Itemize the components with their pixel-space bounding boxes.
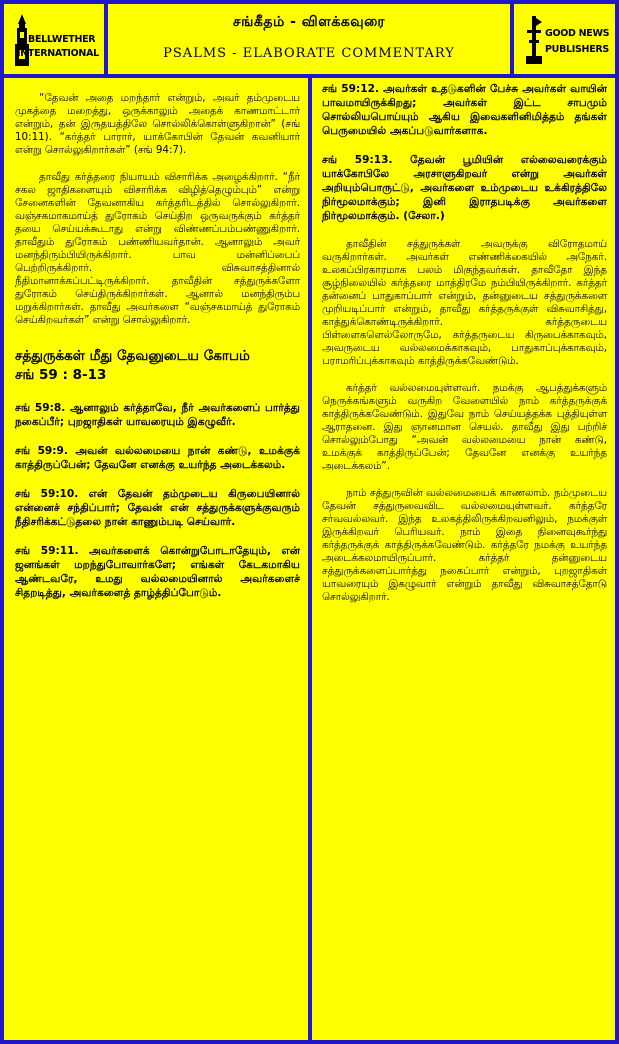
logo-right-line2: PUBLISHERS: [545, 44, 609, 55]
right-column: [312, 78, 615, 1040]
verse-59-12: சங் 59:12. அவர்கள் உதடுகளின் பேச்சு அவர்கள் வாயின் பாவமாயிருக்கிறது; அவர்கள் இட்ட சாபமும் சொல்லியபொய்யும் ஆகிய இவைகளினிமித்தம் தங்கள் பெருமையில் அகப்படுவார்களாக.: [322, 83, 607, 137]
paragraph-judgement: தாவீது கர்த்தரை நியாயம் விசாரிக்க அழைக்கிறார். “நீர் சகல ஜாதிகளையும் விசாரிக்க விழித்தெழும்பும்” என்று சேனைகளின் தேவனாகிய கர்த்தரிடத்தில் சொல்லுகிறார். வஞ்சகமாகமாய்த் துரோகம் செய்திற ஒருவருக்கும் கர்த்தர் தயை செய்யக்கூடாது என்று விண்ணப்பம்பண்ணுகிறார். தாவீதும் துரோகம் பண்ணியவர்தான். ஆனாலும் அவர் மனந்திரும்பியிருக்கிறார். பாவ மன்னிப்பைப் பெற்றிருக்கிறார். விசுவாசத்தினால் நீதிமானாக்கப்பட்டிருக்கிறார். தாவீதின் சத்துருக்களோ துரோகம் செய்திருக்கிறார்கள். ஆனால் மனந்திரும்ப மறுக்கிறார்கள். தாவீது அவர்களை “வஞ்சகமாய்த் துரோகம் செய்கிறவர்கள்” என்று சொல்லுகிறார்.: [15, 171, 300, 326]
page-title: சங்கீதம் - விளக்கவுரை: [232, 14, 386, 30]
verse-59-8: சங் 59:8. ஆனாலும் கர்த்தாவே, நீர் அவர்களைப் பார்த்து நகைப்பீர்; புறஜாதிகள் யாவரையும் இகழுவீர்.: [15, 402, 300, 428]
bellwether-logo: [4, 4, 104, 74]
verse-59-9: சங் 59:9. அவன் வல்லமையை நான் கண்டு, உமக்குக் காத்திருப்பேன்; தேவனே எனக்கு உயர்ந்த அடைக்கலம்.: [15, 445, 300, 471]
news-mast-logo-icon: [526, 16, 542, 64]
good-news-logo: [514, 4, 615, 74]
section-heading: [15, 347, 300, 385]
paragraph-refuge: நாம் சத்துருவின் வல்லமையைக் காணலாம். நம்முடைய தேவன் சத்துருவைவிட வல்லமையுள்ளவர். கர்த்தரே சர்வவல்லவர். இந்த உலகத்திலிருக்கிறவனிலும், நமக்குள் இருக்கிறவர் பெரியவர். நாம் இதை நினைவுகூர்ந்து கர்த்தருக்குக் காத்திருக்கவேண்டும். கர்த்தரே நமக்கு உயர்ந்த அடைக்கலமாயிருப்பார். கர்த்தர் தன்னுடைய சத்துருக்களைப்பார்த்து நகைப்பார் என்றும், புறஜாதிகள் யாவரையும் இகழுவார் என்றும் தாவீது விசுவாசத்தோடு சொல்லுகிறார்.: [322, 487, 607, 603]
paragraph-quote: “தேவன் அதை மறந்தார் என்றும், அவர் தம்முடைய முகத்தை மறைத்து, ஒருக்காலும் அதைக் காணமாட்டார் என்றும், தன் இருதயத்திலே சொல்லிக்கொள்ளுகிறான்” (சங் 10:11). “கர்த்தர் பாரார், யாக்கோபின் தேவன் கவனியார் என்று சொல்லுகிறார்கள்” (சங் 94:7).: [15, 92, 300, 156]
logo-left-line2: INTERNATIONAL: [17, 48, 99, 59]
section-reference: சங் 59 : 8-13: [15, 367, 107, 383]
paragraph-enemies: தாவீதின் சத்துருக்கள் அவருக்கு விரோதமாய் வருகிறார்கள். அவர்கள் எண்ணிக்கையில் அநேகர். உலகப்பிரகாரமாக பலம் மிகுந்தவர்கள். தாவீதோ இந்த சூழ்நிலையில் கர்த்தரை மாத்திரமே நம்பியிருக்கிறார். கர்த்தர் தன்னைப் பாதுகாப்பார் என்றும், தன்னுடைய சத்துருக்களை முறியடிப்பார் என்றும், தாவீது கர்த்தருக்குள் விசுவாசித்து, காத்துக்கொண்டிருக்கிறார். கர்த்தருடைய பிள்ளைகளெல்லோருமே, கர்த்தருடைய கிருபைக்காகவும், அவருடைய வல்லமைக்காகவும், பாதுகாப்புக்காகவும், பராமரிப்புக்காகவும் காத்திருக்கவேண்டும்.: [322, 238, 607, 367]
left-column: [4, 78, 308, 1040]
page-subtitle: PSALMS - ELABORATE COMMENTARY: [163, 46, 455, 61]
paragraph-power: கர்த்தர் வல்லமையுள்ளவர். நமக்கு ஆபத்துக்களும் நெருக்கங்களும் வருகிற வேளையில் நாம் கர்த்தருக்குக் காத்திருக்கவேண்டும். இதுவே நாம் செய்யத்தக்க புத்தியுள்ள ஆராதனை. இது ஞானமான செயல். தாவீது இது பற்றிச் சொல்லும்போது “அவன் வல்லமையை நான் கண்டு, உமக்குக் காத்திருப்பேன்; தேவனே எனக்கு உயர்ந்த அடைக்கலம்”.: [322, 382, 607, 472]
logo-right-line1: GOOD NEWS: [545, 28, 610, 39]
section-title: சத்துருக்கள் மீது தேவனுடைய கோபம்: [15, 348, 250, 364]
page-header: [108, 4, 510, 74]
verse-59-11: சங் 59:11. அவர்களைக் கொன்றுபோடாதேயும், என் ஜனங்கள் மறந்துபோவார்களே; எங்கள் கேடகமாகிய ஆண்டவரே, உமது வல்லமையினால் அவர்களைச் சிதறடித்து, அவர்களைத் தாழ்த்திப்போடும்.: [15, 545, 300, 599]
verse-59-13: சங் 59:13. தேவன் பூமியின் எல்லைவரைக்கும் யாக்கோபிலே அரசாளுகிறவர் என்று அவர்கள் அறியும்பொருட்டு, அவர்களை உம்முடைய உக்கிரத்திலே நிர்மூலமாக்கும்; இனி இராதபடிக்கு அவர்களை நிர்மூலமாக்கும். (சேலா.): [322, 154, 607, 222]
verse-59-10: சங் 59:10. என் தேவன் தம்முடைய கிருபையினால் என்னைச் சந்திப்பார்; தேவன் என் சத்துருக்களுக்குவரும் நீதிசரிக்கட்டுதலை நான் காணும்படி செய்வார்.: [15, 488, 300, 528]
logo-left-line1: BELLWETHER: [28, 34, 96, 45]
